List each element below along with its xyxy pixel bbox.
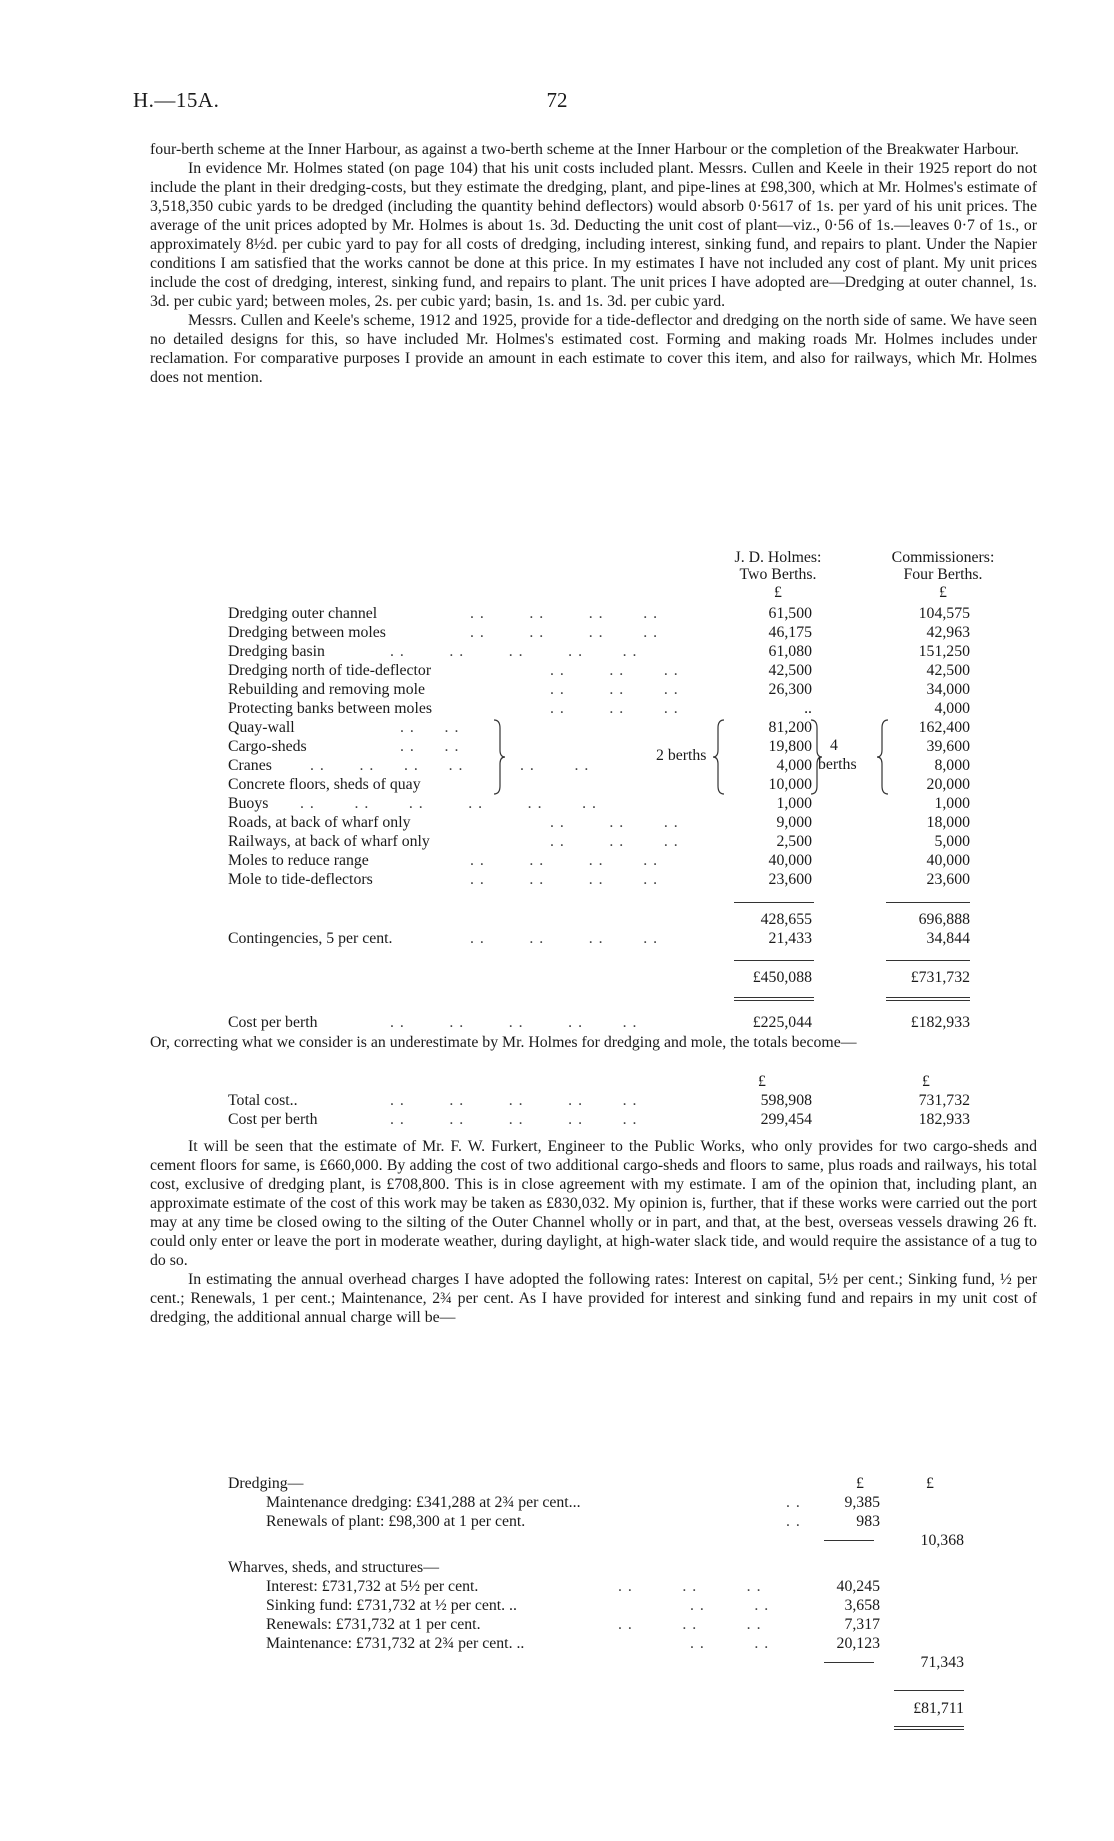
commissioners-value: 42,963	[926, 624, 970, 641]
holmes-value: 9,000	[776, 814, 812, 831]
column-unit: £	[922, 1073, 930, 1090]
rule	[886, 997, 970, 998]
column-unit: £	[856, 1475, 864, 1492]
holmes-brace-icon	[712, 718, 728, 796]
paragraph: In evidence Mr. Holmes stated (on page 104) that his unit costs included plant. Messrs. Cullen and Keele in their 1925 report do not include the plant in their dredging-costs, but they estimate the dredging, plant, and pipe-lines at £98,300, which at Mr. Holmes's estimate of 3,518,350 cubic yards to be dredged (including the quantity behind deflectors) would absorb 0·5617 of 1s. per yard of his unit prices. The average of the unit prices adopted by Mr. Holmes is about 1s. 3d. Deducting the unit cost of plant—viz., 0·56 of 1s.—leaves 0·7 of 1s., or approximately 8½d. per cubic yard to pay for all costs of dredging, including interest, sinking fund, and repairs to plant. Under the Napier conditions I am satisfied that the works cannot be done at this price. In my estimates I have not included any cost of plant. My unit prices include the cost of dredging, interest, sinking fund, and repairs to plant. The unit prices I have adopted are—Dredging at outer channel, 1s. 3d. per cubic yard; between moles, 2s. per cubic yard; basin, 1s. and 1s. 3d. per cubic yard.	[150, 160, 1037, 310]
table-row-label: Cranes	[228, 757, 272, 774]
leader-dots: . . . . . . . . . .	[390, 1111, 638, 1128]
holmes-total: £450,088	[752, 969, 812, 986]
conclusion-section	[150, 1137, 1037, 1327]
charge-label: Renewals of plant: £98,300 at 1 per cent.	[266, 1513, 526, 1530]
rule	[886, 960, 970, 961]
rule	[824, 1540, 874, 1541]
column-header: Two Berths.	[739, 566, 817, 583]
leader-dots: . . . .	[690, 1635, 770, 1652]
holmes-value: 23,600	[768, 871, 812, 888]
table-row-label: Protecting banks between moles	[228, 700, 432, 717]
dredging-total: 10,368	[920, 1532, 964, 1549]
column-header: J. D. Holmes:	[734, 549, 822, 566]
rule	[824, 1662, 874, 1663]
commissioners-contingencies: 34,844	[926, 930, 970, 947]
holmes-value: 10,000	[768, 776, 812, 793]
commissioners-subtotal: 696,888	[918, 911, 970, 928]
table-row-label: Dredging outer channel	[228, 605, 378, 622]
charge-value: 3,658	[844, 1597, 880, 1614]
rule	[734, 997, 814, 998]
commissioners-value: 39,600	[926, 738, 970, 755]
berths-label: berths	[818, 756, 857, 773]
charge-label: Sinking fund: £731,732 at ½ per cent. ..	[266, 1597, 517, 1614]
commissioners-total: £731,732	[910, 969, 970, 986]
leader-dots: . .	[786, 1494, 801, 1511]
commissioners-value: 18,000	[926, 814, 970, 831]
holmes-value: 81,200	[768, 719, 812, 736]
leader-dots: . . . . . .	[550, 662, 679, 679]
leader-dots: . . . . . .	[618, 1616, 762, 1633]
contingencies-label: Contingencies, 5 per cent.	[228, 930, 393, 947]
leader-dots: . . . . . .	[618, 1578, 762, 1595]
paragraph: Or, correcting what we consider is an underestimate by Mr. Holmes for dredging and mole, the totals become—	[150, 1034, 857, 1051]
holmes-value: 61,500	[768, 605, 812, 622]
intro-section	[150, 140, 1037, 387]
leader-dots: . . . .	[690, 1597, 770, 1614]
commissioners-value: 1,000	[934, 795, 970, 812]
commissioners-brace-icon	[876, 718, 892, 796]
paragraph: four-berth scheme at the Inner Harbour, as against a two-berth scheme at the Inner Harbour or the completion of the Breakwater Harbour.	[150, 141, 1019, 158]
commissioners-cost-per-berth: 182,933	[918, 1111, 970, 1128]
leader-dots: . . . . . . . .	[470, 871, 659, 888]
leader-dots: . . . . . .	[550, 681, 679, 698]
leader-dots: . .	[786, 1513, 801, 1530]
column-header: Commissioners:	[891, 549, 995, 566]
leader-dots: . . . . . . . .	[470, 605, 659, 622]
table-row-label: Dredging basin	[228, 643, 325, 660]
wharves-total: 71,343	[920, 1654, 964, 1671]
commissioners-value: 20,000	[926, 776, 970, 793]
cost-per-berth-label: Cost per berth	[228, 1014, 318, 1031]
table-row-label: Moles to reduce range	[228, 852, 369, 869]
leader-dots: . . . . . . . .	[310, 757, 464, 774]
commissioners-value: 8,000	[934, 757, 970, 774]
commissioners-value: 40,000	[926, 852, 970, 869]
holmes-cost-per-berth: £225,044	[752, 1014, 812, 1031]
commissioners-value: 162,400	[918, 719, 970, 736]
table-row-label: Roads, at back of wharf only	[228, 814, 411, 831]
grand-total: £81,711	[913, 1700, 964, 1717]
leader-dots: . . . . . .	[550, 700, 679, 717]
charge-value: 20,123	[836, 1635, 880, 1652]
dredging-heading: Dredging—	[228, 1475, 304, 1492]
berths-label: 2 berths	[656, 747, 707, 764]
leader-dots: . . . . . .	[550, 833, 679, 850]
berths-number: 4	[830, 737, 838, 754]
paragraph: Messrs. Cullen and Keele's scheme, 1912 and 1925, provide for a tide-deflector and dredging on the north side of same. We have seen no detailed designs for this, so have included Mr. Holmes's estimated cost. Forming and making roads Mr. Holmes includes under reclamation. For comparative purposes I provide an amount in each estimate to cover this item, and also for railways, which Mr. Holmes does not mention.	[150, 312, 1037, 386]
holmes-value: 46,175	[768, 624, 812, 641]
leader-dots: . . . . . . . .	[470, 852, 659, 869]
leader-dots: . . . . . . . . . .	[390, 1092, 638, 1109]
rule	[886, 902, 970, 903]
total-cost-label: Total cost..	[228, 1092, 298, 1109]
leader-dots: . . . .	[400, 719, 460, 736]
leader-dots: . . . . . . . . . . . .	[300, 795, 597, 812]
table-row-label: Quay-wall	[228, 719, 295, 736]
document-reference: H.—15A.	[133, 88, 220, 112]
holmes-subtotal: 428,655	[760, 911, 812, 928]
holmes-value: 42,500	[768, 662, 812, 679]
charge-value: 40,245	[836, 1578, 880, 1595]
commissioners-value: 34,000	[926, 681, 970, 698]
holmes-value: 61,080	[768, 643, 812, 660]
commissioners-cost-per-berth: £182,933	[910, 1014, 970, 1031]
page-number: 72	[546, 88, 568, 112]
table-row-label: Mole to tide-deflectors	[228, 871, 373, 888]
rule	[734, 1000, 814, 1001]
charge-label: Interest: £731,732 at 5½ per cent.	[266, 1578, 479, 1595]
holmes-cost-per-berth: 299,454	[760, 1111, 812, 1128]
leader-dots: . . . . . . . . . .	[390, 1014, 638, 1031]
table-row-label: Rebuilding and removing mole	[228, 681, 425, 698]
holmes-total-cost: 598,908	[760, 1092, 812, 1109]
leader-dots: . . . .	[520, 757, 590, 774]
rule	[734, 902, 814, 903]
table-row-label: Concrete floors, sheds of quay	[228, 776, 421, 793]
table-row-label: Buoys	[228, 795, 269, 812]
table-row-label: Cargo-sheds	[228, 738, 307, 755]
correction-text	[150, 1033, 1037, 1052]
cost-per-berth-label: Cost per berth	[228, 1111, 318, 1128]
column-unit: £	[926, 1475, 934, 1492]
commissioners-value: 151,250	[918, 643, 970, 660]
commissioners-value: 5,000	[934, 833, 970, 850]
rule	[894, 1690, 964, 1691]
commissioners-value: 23,600	[926, 871, 970, 888]
rule	[886, 1000, 970, 1001]
table-row-label: Dredging north of tide-deflector	[228, 662, 432, 679]
leader-dots: . . . . . .	[550, 814, 679, 831]
table-row-label: Dredging between moles	[228, 624, 386, 641]
table-row-label: Railways, at back of wharf only	[228, 833, 430, 850]
commissioners-value: 104,575	[918, 605, 970, 622]
holmes-contingencies: 21,433	[768, 930, 812, 947]
column-unit: £	[758, 1073, 766, 1090]
commissioners-total-cost: 731,732	[918, 1092, 970, 1109]
charge-value: 7,317	[844, 1616, 880, 1633]
wharves-heading: Wharves, sheds, and structures—	[228, 1559, 440, 1576]
holmes-value: ..	[804, 700, 812, 717]
leader-dots: . . . . . . . .	[470, 930, 659, 947]
rule	[734, 960, 814, 961]
holmes-value: 1,000	[776, 795, 812, 812]
column-unit: £	[939, 584, 947, 601]
charge-label: Maintenance: £731,732 at 2¾ per cent. ..	[266, 1635, 525, 1652]
column-unit: £	[774, 584, 782, 601]
rule	[894, 1729, 964, 1730]
holmes-value: 2,500	[776, 833, 812, 850]
commissioners-value: 42,500	[926, 662, 970, 679]
leader-dots: . . . . . . . .	[470, 624, 659, 641]
holmes-value: 19,800	[768, 738, 812, 755]
holmes-value: 4,000	[776, 757, 812, 774]
paragraph: It will be seen that the estimate of Mr. F. W. Furkert, Engineer to the Public Works, who only provides for two cargo-sheds and cement floors for same, is £660,000. By adding the cost of two additional cargo-sheds and floors to same, plus roads and railways, his total cost, exclusive of dredging plant, is £708,800. This is in close agreement with my estimate. I am of the opinion that, including plant, an approximate estimate of the cost of this work may be taken as £830,032. My opinion is, further, that if these works were carried out the port may at any time be closed owing to the silting of the Outer Channel wholly or in part, and that, at the best, overseas vessels drawing 26 ft. could only enter or leave the port in moderate weather, during daylight, at high-water slack tide, and would require the assistance of a tug to do so.	[150, 1138, 1037, 1269]
leader-dots: . . . . . . . . . .	[390, 643, 638, 660]
holmes-value: 40,000	[768, 852, 812, 869]
commissioners-value: 4,000	[934, 700, 970, 717]
charge-label: Maintenance dredging: £341,288 at 2¾ per cent...	[266, 1494, 581, 1511]
charge-value: 983	[856, 1513, 880, 1530]
holmes-value: 26,300	[768, 681, 812, 698]
column-header: Four Berths.	[903, 566, 983, 583]
leader-dots: . . . .	[400, 738, 460, 755]
charge-value: 9,385	[844, 1494, 880, 1511]
left-brace-icon	[490, 718, 510, 796]
rule	[894, 1726, 964, 1727]
charge-label: Renewals: £731,732 at 1 per cent.	[266, 1616, 481, 1633]
paragraph: In estimating the annual overhead charges I have adopted the following rates: Interest on capital, 5½ per cent.; Sinking fund, ½ per cent.; Renewals, 1 per cent.; Maintenance, 2¾ per cent. As I have provided for interest and sinking fund and repairs in my unit cost of dredging, the additional annual charge will be—	[150, 1271, 1037, 1326]
